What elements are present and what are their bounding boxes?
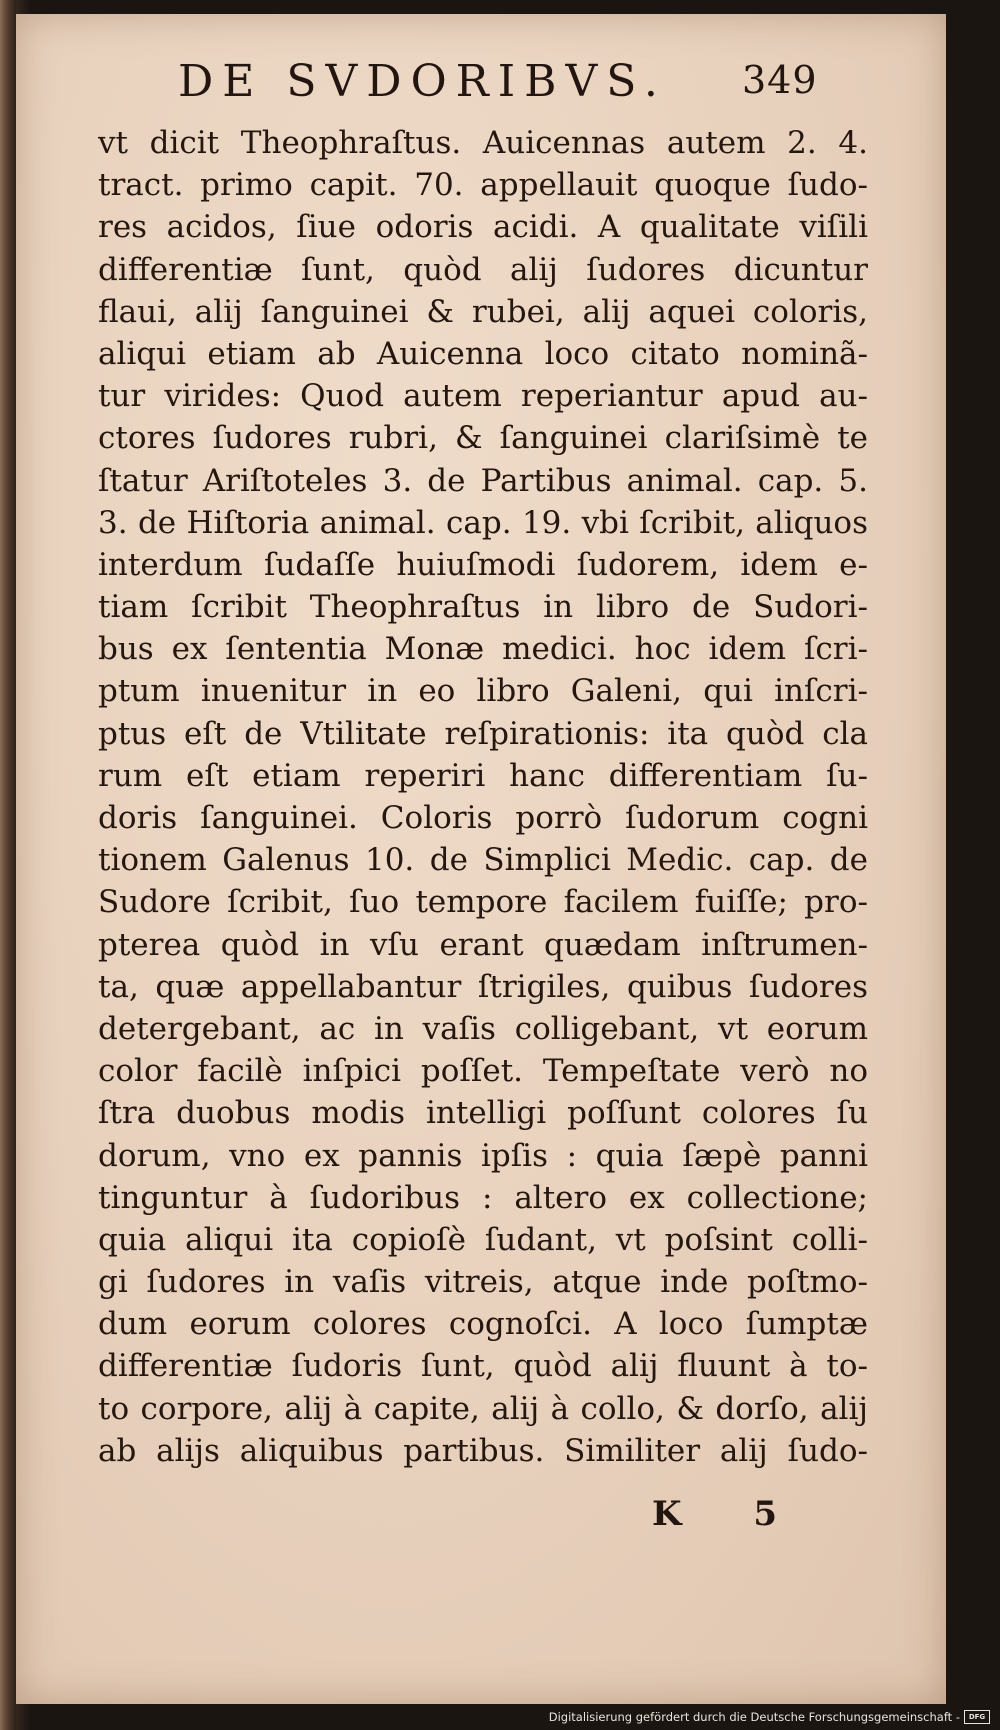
text-line: interdum ſudaſſe huiuſmodi ſudorem, idem e- (98, 546, 868, 583)
text-line: quia aliqui ita copioſè ſudant, vt poſsint colli- (98, 1221, 868, 1258)
text-line: detergebant, ac in vaſis colligebant, vt eorum (98, 1010, 868, 1047)
text-line: gi ſudores in vaſis vitreis, atque inde poſtmo- (98, 1264, 868, 1301)
text-line: pterea quòd in vſu erant quædam inſtrumen- (98, 926, 868, 963)
text-line: res acidos, ſiue odoris acidi. A qualitate viſili (98, 209, 868, 246)
dfg-logo-text: DFG (968, 1713, 986, 1721)
text-line: flaui, alij ſanguinei & rubei, alij aquei coloris, (98, 293, 868, 330)
text-line: color facilè inſpici poſſet. Tempeſtate verò no (98, 1053, 868, 1090)
text-line: ab alijs aliquibus partibus. Similiter alij ſudo- (98, 1432, 868, 1469)
text-line: Sudore ſcribit, ſuo tempore facilem fuiſſe; pro- (98, 884, 868, 921)
book-page (16, 14, 946, 1704)
digitization-credit (549, 1710, 990, 1724)
text-line: tiam ſcribit Theophraſtus in libro de Sudori- (98, 589, 868, 626)
text-line: ctores ſudores rubri, & ſanguinei clariſsimè te (98, 420, 868, 457)
text-line: differentiæ ſunt, quòd alij ſudores dicuntur (98, 251, 868, 288)
text-line: aliqui etiam ab Auicenna loco citato nominã- (98, 335, 868, 372)
book-binding-edge (0, 0, 16, 1730)
text-line: differentiæ ſudoris ſunt, quòd alij fluunt à to- (98, 1348, 868, 1385)
text-line: rum eſt etiam reperiri hanc differentiam ſu- (98, 757, 868, 794)
dfg-logo-icon (964, 1710, 990, 1724)
page-number: 349 (742, 58, 818, 102)
text-line: tionem Galenus 10. de Simplici Medic. cap. de (98, 842, 868, 879)
text-line: doris ſanguinei. Coloris porrò ſudorum cogni (98, 800, 868, 836)
text-line: ptus eſt de Vtilitate reſpirationis: ita quòd cla (98, 715, 868, 752)
running-title: DE SVDORIBVS. (178, 56, 667, 107)
text-line: to corpore, alij à capite, alij à collo, & dorſo, alij (98, 1390, 868, 1427)
text-line: ſtra duobus modis intelligi poſſunt colores ſu (98, 1095, 868, 1132)
signature-mark: K 5 (652, 1494, 808, 1534)
text-line: bus ex ſententia Monæ medici. hoc idem ſcri- (98, 631, 868, 668)
text-line: ta, quæ appellabantur ſtrigiles, quibus ſudores (98, 968, 868, 1005)
text-line: dorum, vno ex pannis ipſis : quia ſæpè panni (98, 1137, 868, 1174)
text-line: 3. de Hiſtoria animal. cap. 19. vbi ſcribit, aliquos (98, 504, 868, 541)
text-line: ſtatur Ariſtoteles 3. de Partibus animal. cap. 5. (98, 462, 868, 499)
text-line: dum eorum colores cognoſci. A loco ſumptæ (98, 1306, 868, 1343)
text-line: tur virides: Quod autem reperiantur apud au- (98, 378, 868, 415)
running-head (16, 56, 946, 116)
credit-text: Digitalisierung gefördert durch die Deutsche Forschungsgemeinschaft - (548, 1710, 960, 1724)
body-text (98, 122, 868, 1472)
text-line: tinguntur à ſudoribus : altero ex collectione; (98, 1179, 868, 1216)
text-line: ptum inuenitur in eo libro Galeni, qui inſcri- (98, 673, 868, 710)
text-line: tract. primo capit. 70. appellauit quoque ſudo- (98, 167, 868, 204)
text-line: vt dicit Theophraſtus. Auicennas autem 2. 4. (98, 125, 868, 161)
